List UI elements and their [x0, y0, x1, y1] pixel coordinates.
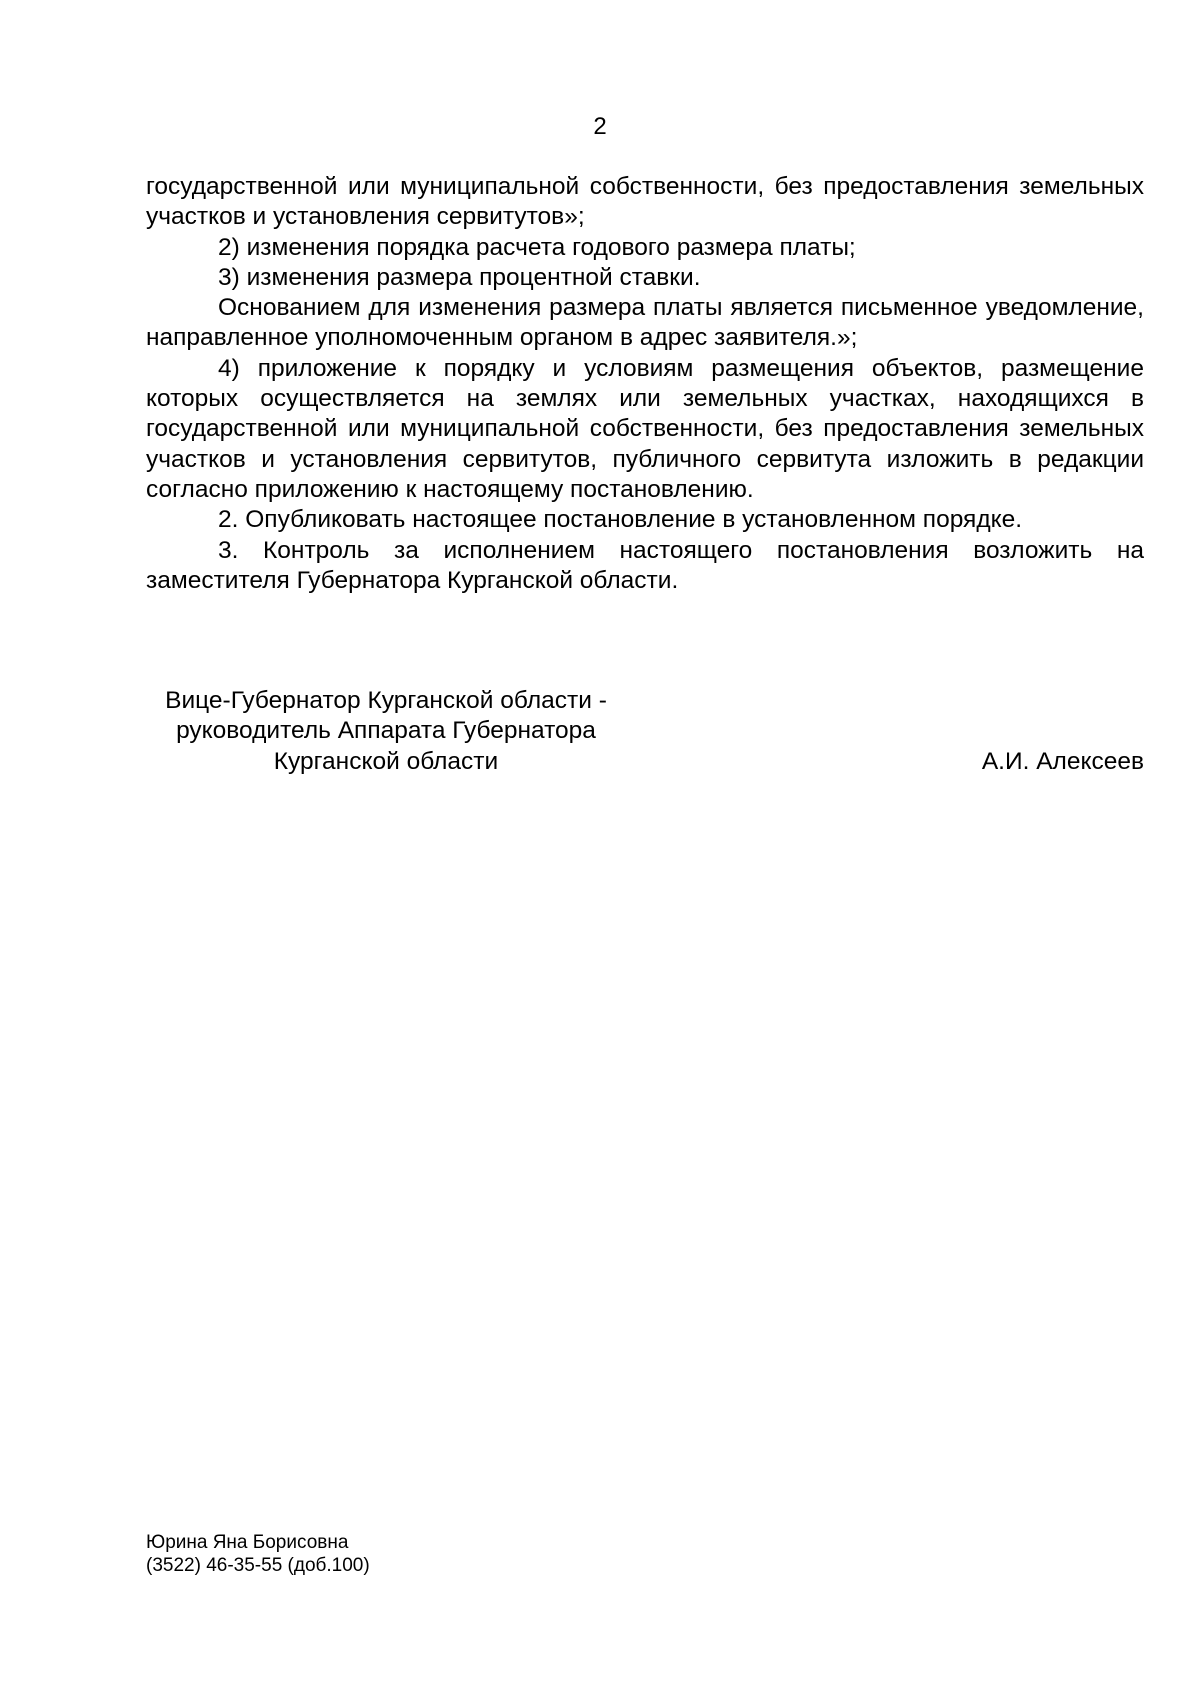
paragraph-continuation: государственной или муниципальной собственности, без предоставления земельных участков и установления сервитутов»; — [146, 173, 1144, 231]
executor-name: Юрина Яна Борисовна — [146, 1532, 349, 1553]
document-body — [146, 172, 1144, 596]
page-number: 2 — [593, 113, 607, 140]
paragraph-basis: Основанием для изменения размера платы является письменное уведомление, направленное уполномоченным органом в адрес заявителя.»; — [146, 294, 1144, 352]
paragraph-publish: 2. Опубликовать настоящее постановление в установленном порядке. — [218, 506, 1023, 534]
paragraph-item-4: 4) приложение к порядку и условиям размещения объектов, размещение которых осуществляется на землях или земельных участках, находящихся в государственной или муниципальной собственности, без предоставления земельных участков и установления сервитутов, публичного сервитута изложить в редакции согласно приложению к настоящему постановлению. — [146, 354, 1144, 503]
paragraph-item-2: 2) изменения порядка расчета годового размера платы; — [218, 233, 856, 261]
paragraph-item-3: 3) изменения размера процентной ставки. — [218, 263, 701, 291]
signatory-name: А.И. Алексеев — [981, 747, 1144, 775]
signatory-title-line: Вице-Губернатор Курганской области - — [165, 687, 607, 714]
signature-block — [146, 686, 1144, 786]
executor-phone: (3522) 46-35-55 (доб.100) — [146, 1555, 370, 1576]
paragraph-control: 3. Контроль за исполнением настоящего постановления возложить на заместителя Губернатора Курганской области. — [146, 536, 1144, 594]
executor-info — [146, 1531, 370, 1577]
signatory-title — [146, 686, 626, 777]
signatory-title-line: руководитель Аппарата Губернатора — [176, 717, 596, 745]
signatory-title-line: Курганской области — [273, 747, 499, 775]
